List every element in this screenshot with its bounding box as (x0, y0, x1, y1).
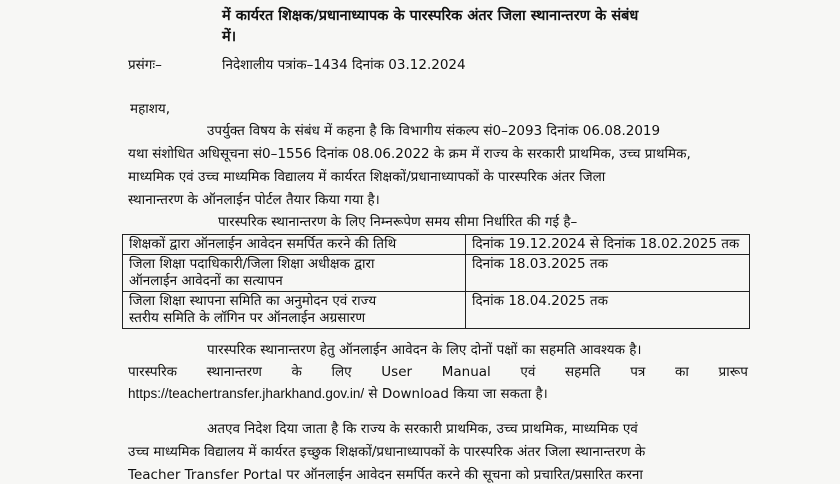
word: पारस्परिक (128, 364, 177, 380)
salutation: महाशय, (130, 101, 171, 117)
word: लिए (331, 364, 352, 380)
para3-line-1: अतएव निदेश दिया जाता है कि राज्य के सरकारी प्राथमिक, उच्च प्राथमिक, माध्यमिक एवं (207, 421, 638, 437)
word: का (675, 364, 689, 380)
table-row (123, 292, 750, 329)
word: के (291, 364, 302, 380)
timeline-table (122, 234, 750, 329)
timeline-task-cell (123, 235, 466, 255)
para2-line-3 (128, 385, 548, 403)
para1-line-4: स्थानान्तरण के ऑनलाईन पोर्टल तैयार किया गया है। (128, 192, 380, 208)
timeline-task-cont: ऑनलाईन आवेदनों का सत्यापन (129, 273, 283, 289)
timeline-date: दिनांक 18.03.2025 तक (472, 256, 608, 272)
subject-line-1: में कार्यरत शिक्षक/प्रधानाध्यापक के पारस्परिक अंतर जिला स्थानान्तरण के संबंध (222, 8, 639, 24)
timeline-task-cont: स्तरीय समिति के लॉगिन पर ऑनलाईन अग्रसारण (129, 310, 366, 326)
word: प्रारूप (718, 364, 748, 380)
reference-text: निदेशालीय पत्रांक–1434 दिनांक 03.12.2024 (222, 57, 466, 73)
para3-line-2: उच्च माध्यमिक विद्यालय में कार्यरत इच्छुक शिक्षकों/प्रधानाध्यापकों के पारस्परिक अंतर जिला स्थानान्तरण के (128, 444, 646, 460)
word: सहमति (565, 364, 601, 380)
timeline-date-cell (466, 292, 750, 329)
timeline-task: शिक्षकों द्वारा ऑनलाईन आवेदन समर्पित करने की तिथि (129, 236, 397, 252)
table-row (123, 235, 750, 255)
word: स्थानान्तरण (206, 364, 262, 380)
timeline-date: दिनांक 19.12.2024 से दिनांक 18.02.2025 तक (472, 236, 740, 252)
para1-line-1: उपर्युक्त विषय के संबंध में कहना है कि विभागीय संकल्प सं0–2093 दिनांक 06.08.2019 (207, 123, 661, 139)
timeline-date: दिनांक 18.04.2025 तक (472, 293, 608, 309)
timeline-date-cell (466, 255, 750, 292)
portal-link[interactable]: https://teachertransfer.jharkhand.gov.in/ (128, 386, 365, 401)
timeline-task: जिला शिक्षा पदाधिकारी/जिला शिक्षा अधीक्षक द्वारा (129, 256, 375, 272)
timeline-task-cell (123, 255, 466, 292)
para3-line-3: Teacher Transfer Portal पर ऑनलाईन आवेदन समर्पित करने की सूचना को प्रचारित/प्रसारित करना (128, 467, 643, 483)
para2-line-2 (128, 363, 748, 381)
word: पत्र (630, 364, 646, 380)
timeline-task: जिला शिक्षा स्थापना समिति का अनुमोदन एवं राज्य (129, 293, 377, 309)
word: एवं (520, 364, 536, 380)
timeline-intro: पारस्परिक स्थानान्तरण के लिए निम्नरूपेण समय सीमा निर्धारित की गई है– (218, 214, 578, 230)
timeline-date-cell (466, 235, 750, 255)
table-row (123, 255, 750, 292)
timeline-task-cell (123, 292, 466, 329)
word: User (381, 364, 413, 380)
word: Manual (441, 364, 491, 380)
para1-line-3: माध्यमिक एवं उच्च माध्यमिक विद्यालय में कार्यरत शिक्षकों/प्रधानाध्यापकों के पारस्परिक अंतर जिला (128, 169, 606, 185)
reference-label: प्रसंगः– (128, 57, 162, 73)
para2-line-1: पारस्परिक स्थानान्तरण हेतु ऑनलाईन आवेदन के लिए दोनों पक्षों का सहमति आवश्यक है। (207, 342, 642, 358)
link-suffix: से Download किया जा सकता है। (364, 386, 548, 402)
para1-line-2: यथा संशोधित अधिसूचना सं0–1556 दिनांक 08.06.2022 के क्रम में राज्य के सरकारी प्राथमिक, उच्च प्राथमिक, (128, 146, 691, 162)
subject-line-2: में। (222, 29, 237, 45)
